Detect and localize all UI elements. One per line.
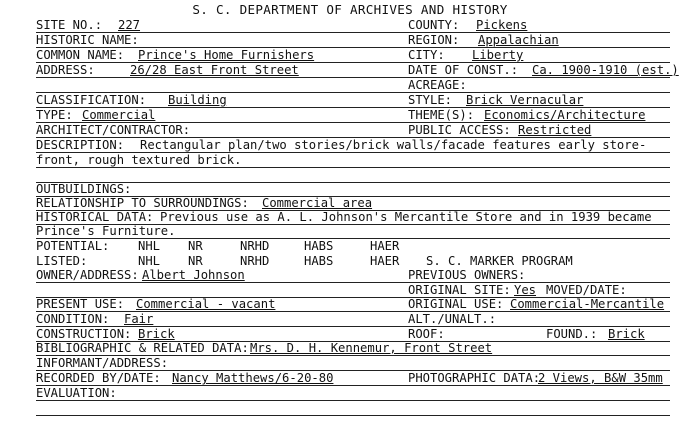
city-value: Liberty	[472, 48, 524, 62]
row-blank	[36, 168, 670, 183]
listed-nr: NR	[188, 254, 203, 268]
present-use-label: PRESENT USE:	[36, 297, 125, 311]
row-description-1	[36, 138, 670, 153]
listed-label: LISTED:	[36, 254, 88, 268]
date-label: DATE OF CONST.:	[408, 63, 519, 77]
row-present-original-use	[36, 297, 670, 312]
row-site-county	[36, 18, 670, 33]
bibliographic-label: BIBLIOGRAPHIC & RELATED DATA:	[36, 341, 249, 355]
historical-line-1: Previous use as A. L. Johnson's Mercantile Store and in 1939 became	[160, 210, 652, 224]
row-construction	[36, 327, 670, 342]
row-historic-region	[36, 33, 670, 48]
roof-label: ROOF:	[408, 327, 445, 341]
alt-unalt-label: ALT./UNALT.:	[408, 312, 497, 326]
row-original-site	[36, 283, 670, 298]
previous-owners-label: PREVIOUS OWNERS:	[408, 268, 526, 282]
construction-label: CONSTRUCTION:	[36, 327, 132, 341]
row-address-date	[36, 63, 679, 78]
public-access-value: Restricted	[518, 123, 592, 137]
row-evaluation	[36, 386, 670, 401]
potential-haer: HAER	[370, 239, 400, 253]
row-common-city	[36, 48, 670, 63]
row-bibliographic	[36, 341, 670, 356]
themes-label: THEME(S):	[408, 108, 475, 122]
row-outbuildings	[36, 182, 670, 197]
historic-name-label: HISTORIC NAME:	[36, 33, 139, 47]
condition-value: Fair	[124, 312, 154, 326]
historical-line-2: Prince's Furniture.	[36, 224, 176, 238]
informant-label: INFORMANT/ADDRESS:	[36, 356, 169, 370]
owner-value: Albert Johnson	[142, 268, 245, 282]
row-evaluation-blank	[36, 401, 670, 416]
row-classification-style	[36, 93, 670, 108]
outbuildings-label: OUTBUILDINGS:	[36, 182, 132, 196]
potential-nhl: NHL	[138, 239, 161, 253]
potential-habs: HABS	[304, 239, 334, 253]
region-label: REGION:	[408, 33, 460, 47]
row-type-themes	[36, 108, 670, 123]
row-recorded-photo	[36, 371, 670, 386]
original-site-label: ORIGINAL SITE:	[408, 283, 511, 297]
photographic-data-label: PHOTOGRAPHIC DATA:	[408, 371, 541, 385]
moved-date-label: MOVED/DATE:	[546, 283, 627, 297]
common-name-value: Prince's Home Furnishers	[138, 48, 315, 62]
evaluation-label: EVALUATION:	[36, 386, 117, 400]
county-label: COUNTY:	[408, 18, 460, 32]
bibliographic-value: Mrs. D. H. Kennemur, Front Street	[250, 341, 493, 355]
foundation-value: Brick	[608, 327, 645, 341]
themes-value: Economics/Architecture	[484, 108, 646, 122]
foundation-label: FOUND.:	[546, 327, 598, 341]
acreage-label: ACREAGE:	[408, 78, 467, 92]
classification-value: Building	[168, 93, 227, 107]
listed-habs: HABS	[304, 254, 334, 268]
row-description-2	[36, 153, 670, 168]
description-label: DESCRIPTION:	[36, 138, 125, 152]
historical-data-label: HISTORICAL DATA:	[36, 210, 154, 224]
owner-label: OWNER/ADDRESS:	[36, 268, 139, 282]
listed-nhl: NHL	[138, 254, 161, 268]
condition-label: CONDITION:	[36, 312, 110, 326]
recorded-by-label: RECORDED BY/DATE:	[36, 371, 161, 385]
public-access-label: PUBLIC ACCESS:	[408, 123, 511, 137]
potential-nr: NR	[188, 239, 203, 253]
present-use-value: Commercial - vacant	[136, 297, 276, 311]
marker-program-label: S. C. MARKER PROGRAM	[426, 254, 573, 268]
region-value: Appalachian	[478, 33, 559, 47]
relationship-value: Commercial area	[262, 196, 373, 210]
relationship-label: RELATIONSHIP TO SURROUNDINGS:	[36, 196, 249, 210]
row-acreage	[36, 78, 670, 93]
county-value: Pickens	[476, 18, 528, 32]
description-line-1: Rectangular plan/two stories/brick walls/facade features early store-	[140, 138, 647, 152]
row-informant	[36, 356, 670, 371]
row-owner	[36, 268, 670, 283]
recorded-by-value: Nancy Matthews/6-20-80	[172, 371, 334, 385]
row-historical-1	[36, 210, 670, 225]
city-label: CITY:	[408, 48, 445, 62]
site-no-value: 227	[118, 18, 141, 32]
row-relationship	[36, 196, 670, 211]
row-historical-2	[36, 224, 670, 239]
type-label: TYPE:	[36, 108, 73, 122]
listed-nrhd: NRHD	[240, 254, 270, 268]
type-value: Commercial	[82, 108, 156, 122]
address-label: ADDRESS:	[36, 63, 95, 77]
common-name-label: COMMON NAME:	[36, 48, 125, 62]
architect-label: ARCHITECT/CONTRACTOR:	[36, 123, 191, 137]
photographic-data-value: 2 Views, B&W 35mm	[538, 371, 663, 385]
description-line-2: front, rough textured brick.	[36, 153, 242, 167]
original-site-value: Yes	[514, 283, 537, 297]
style-value: Brick Vernacular	[466, 93, 584, 107]
row-listed	[36, 254, 670, 268]
original-use-value: Commercial-Mercantile	[510, 297, 665, 311]
style-label: STYLE:	[408, 93, 453, 107]
potential-label: POTENTIAL:	[36, 239, 110, 253]
date-value: Ca. 1900-1910 (est.)	[532, 63, 679, 77]
listed-haer: HAER	[370, 254, 400, 268]
construction-value: Brick	[138, 327, 175, 341]
address-value: 26/28 East Front Street	[130, 63, 299, 77]
row-condition	[36, 312, 670, 327]
classification-label: CLASSIFICATION:	[36, 93, 147, 107]
site-no-label: SITE NO.:	[36, 18, 103, 32]
row-potential	[36, 239, 670, 253]
row-architect-access	[36, 123, 670, 138]
potential-nrhd: NRHD	[240, 239, 270, 253]
original-use-label: ORIGINAL USE:	[408, 297, 504, 311]
form-title: S. C. DEPARTMENT OF ARCHIVES AND HISTORY	[192, 2, 508, 17]
